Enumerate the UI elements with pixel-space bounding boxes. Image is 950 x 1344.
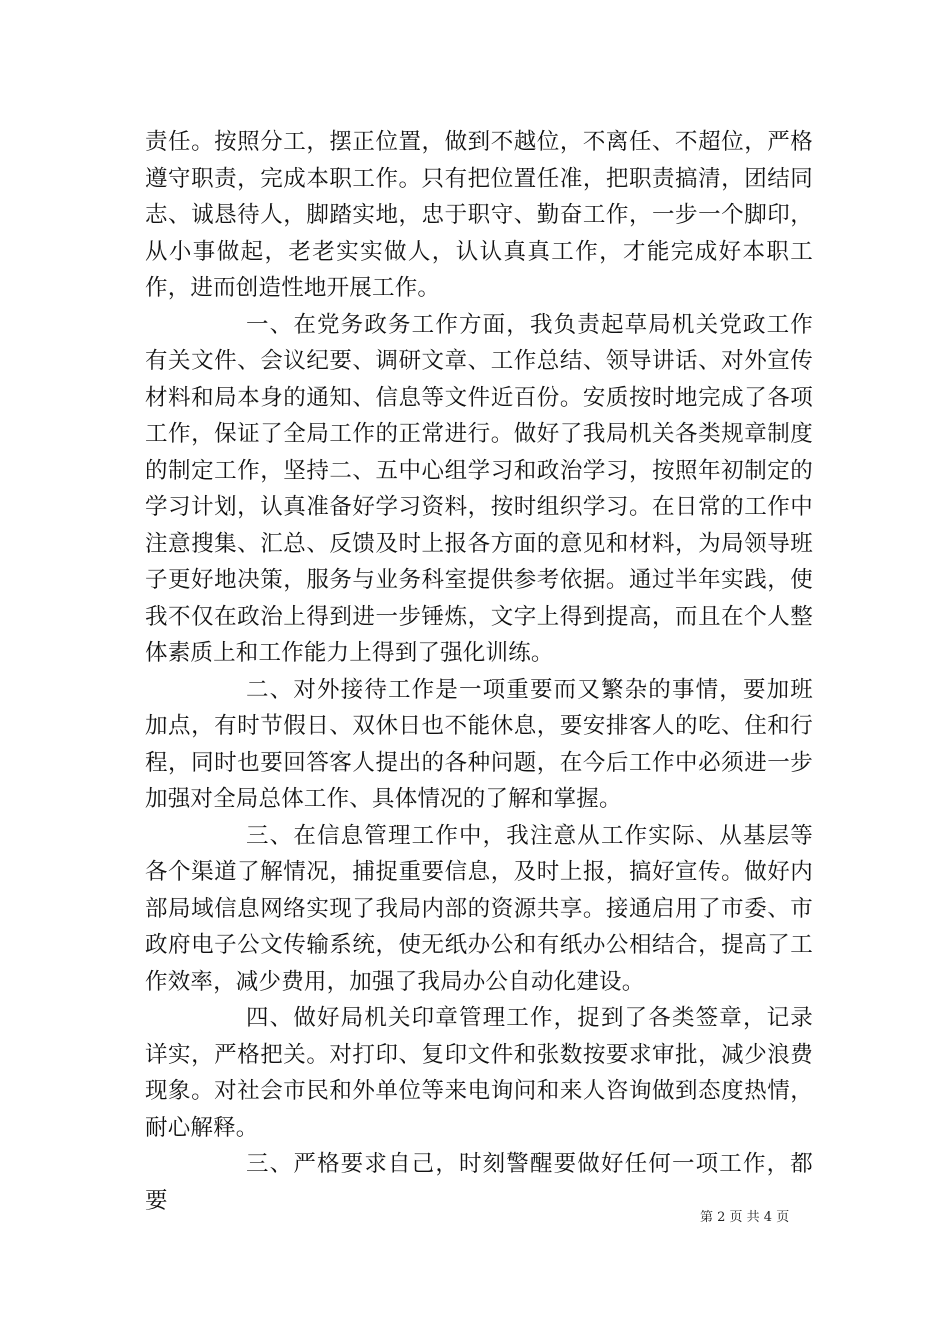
paragraph-continuation: 责任。按照分工，摆正位置，做到不越位，不离任、不超位，严格遵守职责，完成本职工作。只有把位置任准，把职责搞清，团结同志、诚恳待人，脚踏实地，忠于职守、勤奋工作，一步一个脚印，从小事做起，老老实实做人，认认真真工作，才能完成好本职工作，进而创造性地开展工作。 [145, 129, 813, 301]
paragraph-reception: 二、对外接待工作是一项重要而又繁杂的事情，要加班加点，有时节假日、双休日也不能休息，要安排客人的吃、住和行程，同时也要回答客人提出的各种问题，在今后工作中必须进一步加强对全局总体工作、具体情况的了解和掌握。 [145, 676, 813, 812]
paragraph-self-discipline: 三、严格要求自己，时刻警醒要做好任何一项工作，都要 [145, 1151, 813, 1214]
paragraph-seal-management: 四、做好局机关印章管理工作，捉到了各类签章，记录详实，严格把关。对打印、复印文件和张数按要求审批，减少浪费现象。对社会市民和外单位等来电询问和来人咨询做到态度热情，耐心解释。 [145, 1005, 813, 1141]
page-number-label: 第 2 页 共 4 页 [700, 1210, 790, 1225]
page-number [700, 1206, 789, 1225]
paragraph-information-management: 三、在信息管理工作中，我注意从工作实际、从基层等各个渠道了解情况，捕捉重要信息，及时上报，搞好宣传。做好内部局域信息网络实现了我局内部的资源共享。接通启用了市委、市政府电子公文传输系统，使无纸办公和有纸办公相结合，提高了工作效率，减少费用，加强了我局办公自动化建设。 [145, 822, 813, 995]
paragraph-party-affairs: 一、在党务政务工作方面，我负责起草局机关党政工作有关文件、会议纪要、调研文章、工作总结、领导讲话、对外宣传材料和局本身的通知、信息等文件近百份。安质按时地完成了各项工作，保证了全局工作的正常进行。做好了我局机关各类规章制度的制定工作，坚持二、五中心组学习和政治学习，按照年初制定的学习计划，认真准备好学习资料，按时组织学习。在日常的工作中注意搜集、汇总、反馈及时上报各方面的意见和材料，为局领导班子更好地决策，服务与业务科室提供参考依据。通过半年实践，使我不仅在政治上得到进一步锤炼，文字上得到提高，而且在个人整体素质上和工作能力上得到了强化训练。 [145, 311, 813, 666]
document-body [145, 124, 813, 1219]
